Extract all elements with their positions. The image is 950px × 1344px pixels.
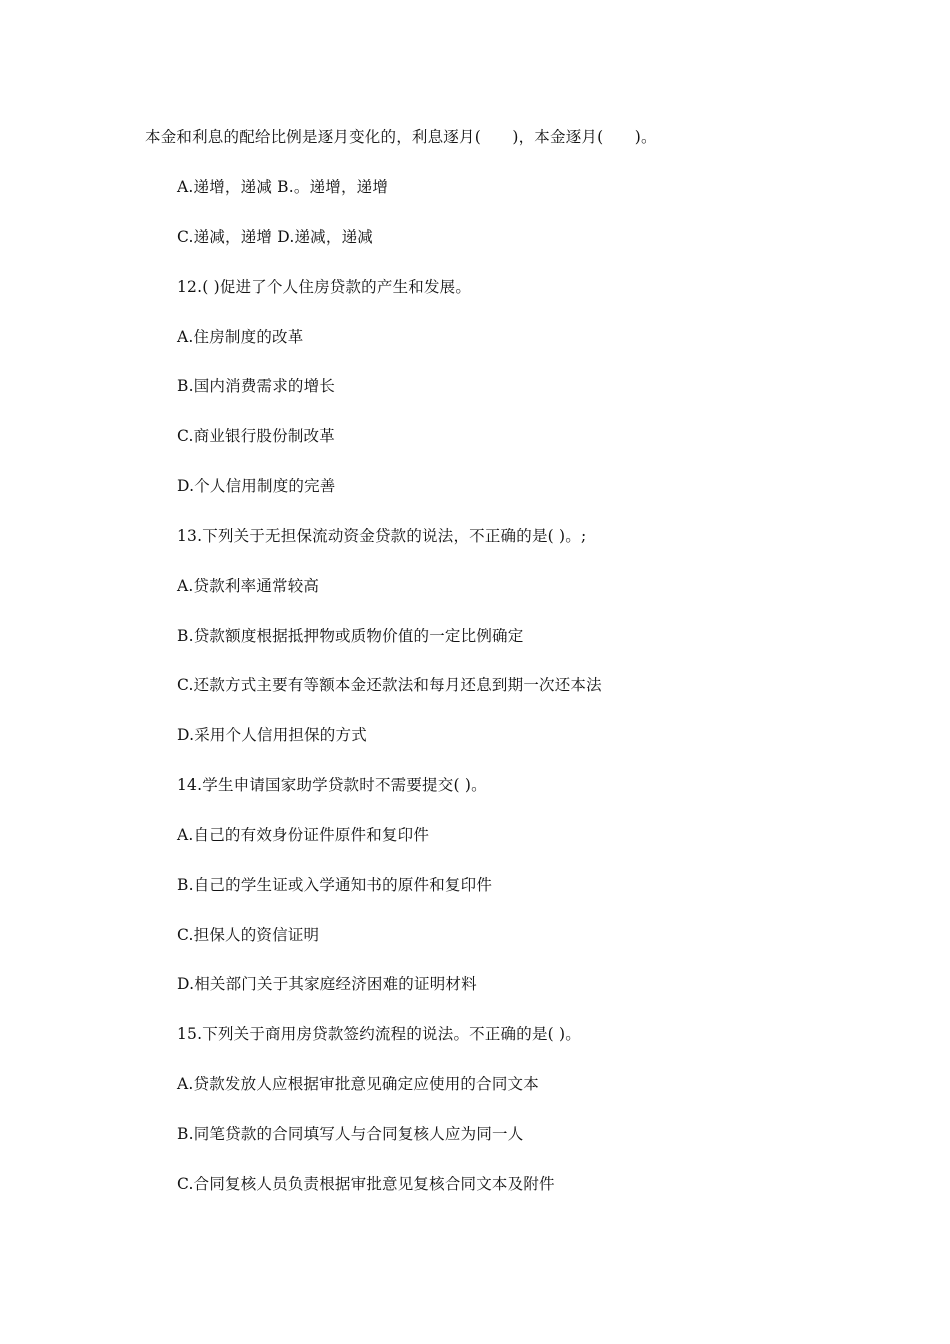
q14-option-b: B.自己的学生证或入学通知书的原件和复印件 — [177, 876, 493, 894]
q12-option-b: B.国内消费需求的增长 — [177, 377, 336, 395]
q14-option-a: A.自己的有效身份证件原件和复印件 — [177, 826, 430, 844]
q14-option-d: D.相关部门关于其家庭经济困难的证明材料 — [177, 975, 477, 993]
q13-option-c: C.还款方式主要有等额本金还款法和每月还息到期一次还本法 — [177, 676, 602, 694]
q13-option-b: B.贷款额度根据抵押物或质物价值的一定比例确定 — [177, 627, 524, 645]
text-line-continuation: 本金和利息的配给比例是逐月变化的，利息逐月( )，本金逐月( )。 — [145, 128, 657, 146]
option-line-ab: A.递增，递减 B.。递增，递增 — [177, 178, 389, 196]
q14-option-c: C.担保人的资信证明 — [177, 926, 320, 944]
q12-option-d: D.个人信用制度的完善 — [177, 477, 336, 495]
question-13: 13.下列关于无担保流动资金贷款的说法，不正确的是( )。; — [177, 527, 587, 545]
q12-option-a: A.住房制度的改革 — [177, 328, 304, 346]
question-12: 12.( )促进了个人住房贷款的产生和发展。 — [177, 278, 472, 296]
q15-option-b: B.同笔贷款的合同填写人与合同复核人应为同一人 — [177, 1125, 524, 1143]
q15-option-a: A.贷款发放人应根据审批意见确定应使用的合同文本 — [177, 1075, 539, 1093]
question-15: 15.下列关于商用房贷款签约流程的说法。不正确的是( )。 — [177, 1025, 581, 1043]
q13-option-a: A.贷款利率通常较高 — [177, 577, 320, 595]
q13-option-d: D.采用个人信用担保的方式 — [177, 726, 367, 744]
q12-option-c: C.商业银行股份制改革 — [177, 427, 335, 445]
option-line-cd: C.递减，递增 D.递减，递减 — [177, 228, 373, 246]
q15-option-c: C.合同复核人员负责根据审批意见复核合同文本及附件 — [177, 1175, 555, 1193]
question-14: 14.学生申请国家助学贷款时不需要提交( )。 — [177, 776, 487, 794]
